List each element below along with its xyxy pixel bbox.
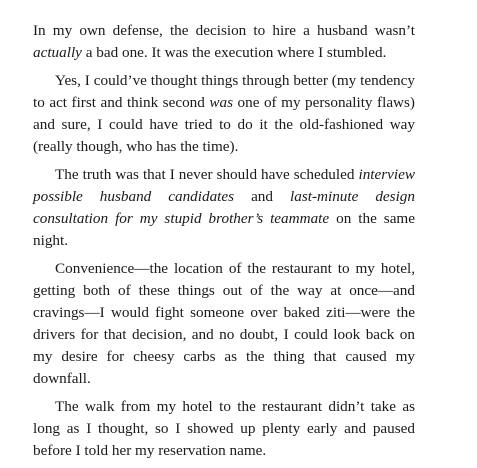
text-segment: Convenience—the location of the restaurant to my hotel, getting both of these things out of the way at once—and cravings—I would fight someone over baked ziti—were the drivers for that decision, and no doubt, I could look back on my desire for cheesy carbs as the thing that caused my downfall. (33, 260, 415, 387)
text-segment: Yes, I could’ve thought things through better (my tendency to act first and think second (33, 72, 415, 111)
text-segment: The walk from my hotel to the restaurant didn’t take as long as I thought, so I showed up plenty early and paused before I told her my reservation name. (33, 398, 415, 459)
paragraph (33, 70, 415, 158)
emphasis-segment: was (209, 94, 234, 111)
text-segment: on the same night. (33, 210, 415, 249)
emphasis-segment: actually (33, 44, 82, 61)
text-segment: a bad one. It was the execution where I stumbled. (81, 44, 387, 61)
text-segment: The truth was that I never should have scheduled (55, 166, 359, 183)
text-segment: and (234, 188, 290, 205)
paragraph (33, 258, 415, 390)
paragraph (33, 20, 415, 64)
paragraph (33, 164, 415, 252)
text-segment: In my own defense, the decision to hire a husband wasn’t (33, 22, 415, 39)
text-segment: one of my personality flaws) and sure, I could have tried to do it the old-fashioned way (really though, who has the time). (33, 94, 415, 155)
emphasis-segment: last-minute design consultation for my stupid brother’s teammate (33, 188, 415, 227)
document-page (33, 20, 415, 468)
emphasis-segment: interview possible husband candidates (33, 166, 415, 205)
paragraph (33, 396, 415, 462)
